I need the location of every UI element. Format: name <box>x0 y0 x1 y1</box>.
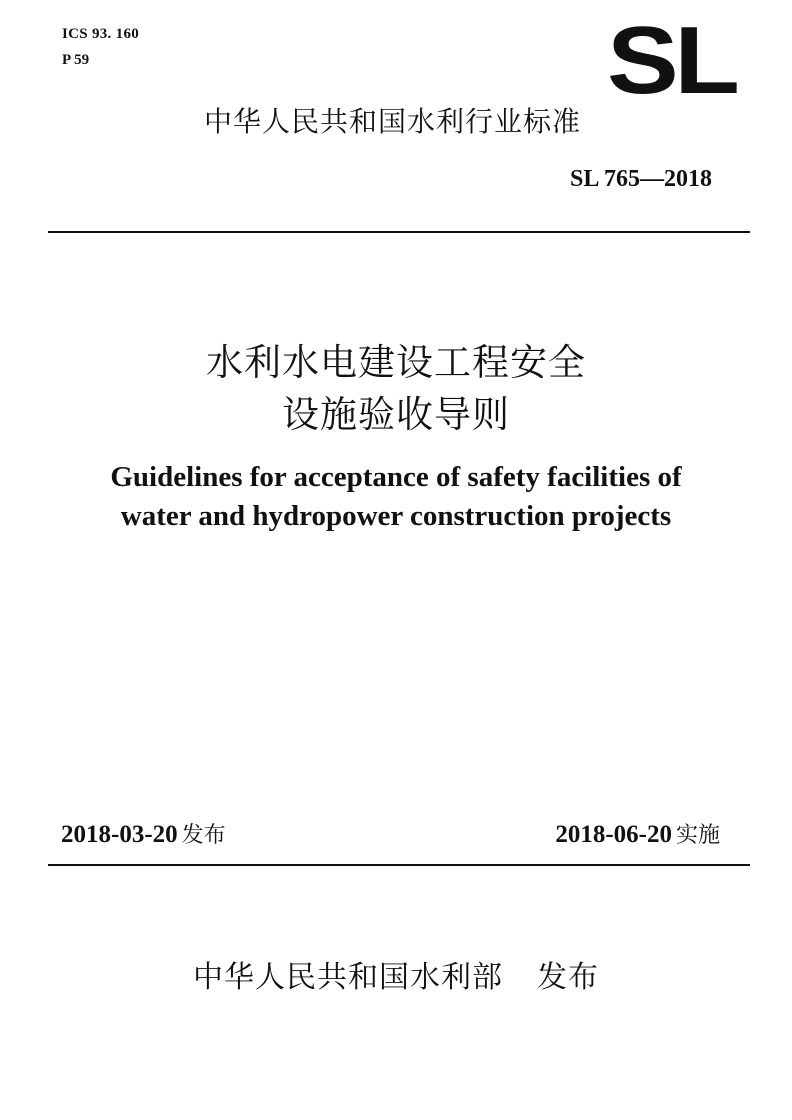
title-chinese-line-2: 设施验收导则 <box>282 393 510 436</box>
classification-code: P 59 <box>62 52 90 68</box>
title-english-line-2: water and hydropower construction projects <box>120 500 672 532</box>
bottom-divider <box>48 864 750 866</box>
standard-category-header: 中华人民共和国水利行业标准 <box>204 105 582 138</box>
issue-date: 2018-03-20 <box>61 821 178 848</box>
top-divider <box>48 231 750 233</box>
effective-date-block <box>555 818 720 849</box>
title-chinese-line-1: 水利水电建设工程安全 <box>206 341 586 384</box>
effective-date: 2018-06-20 <box>555 821 672 848</box>
publisher-name: 中华人民共和国水利部 <box>193 960 503 995</box>
issue-label: 发布 <box>181 823 226 848</box>
publish-label: 发布 <box>537 960 599 995</box>
issue-date-block <box>61 818 226 849</box>
sl-logo: SL <box>607 7 736 114</box>
publisher-line <box>0 952 792 996</box>
effective-label: 实施 <box>675 823 720 848</box>
ics-code: ICS 93. 160 <box>62 26 140 42</box>
title-english-line-1: Guidelines for acceptance of safety facilities of <box>110 461 682 493</box>
standard-number: SL 765—2018 <box>569 166 712 192</box>
